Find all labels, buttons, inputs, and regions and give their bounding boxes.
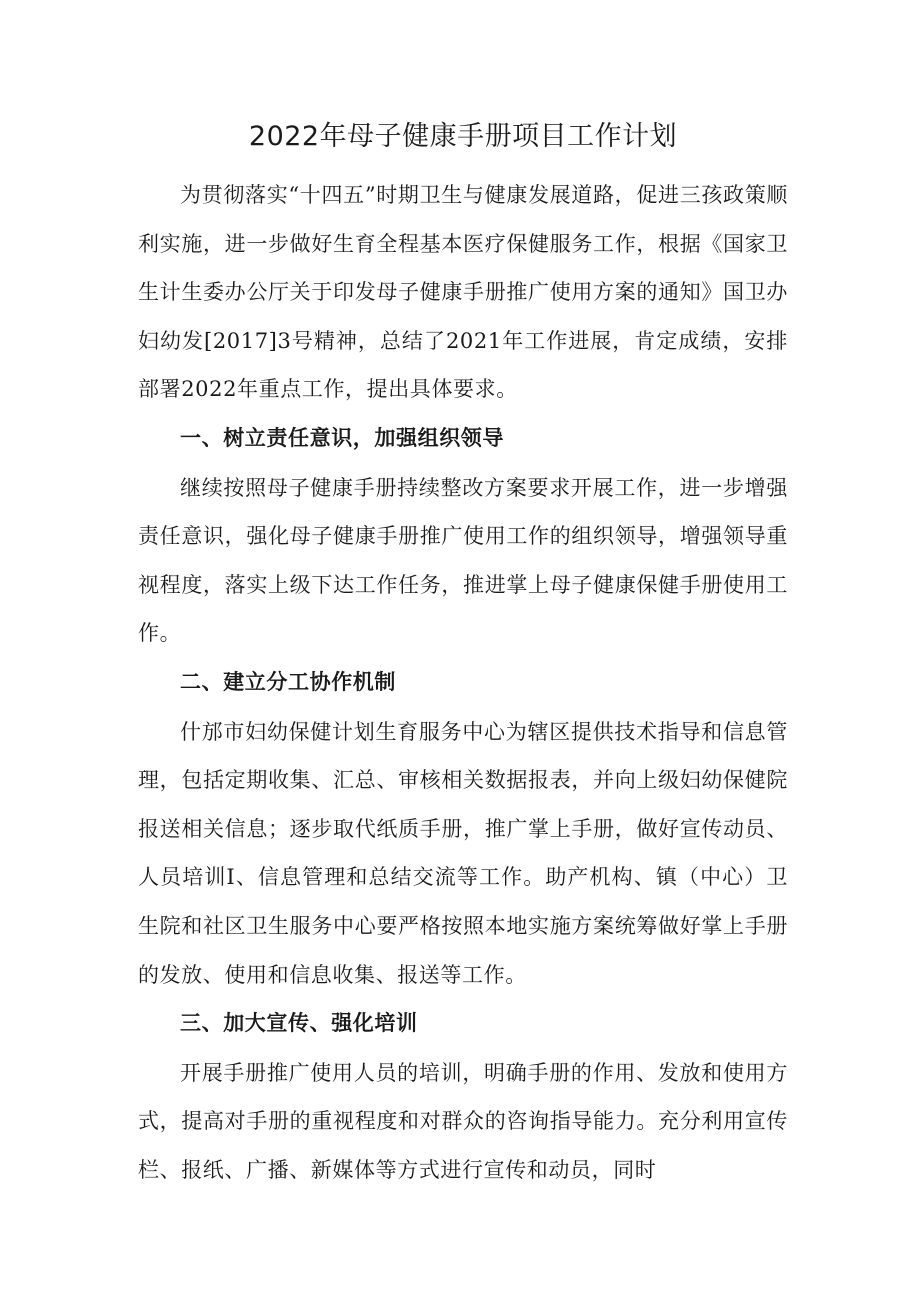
section-body-2: 什邡市妇幼保健计划生育服务中心为辖区提供技术指导和信息管理，包括定期收集、汇总、审核相关数据报表，并向上级妇幼保健院报送相关信息；逐步取代纸质手册，推广掌上手册，做好宣传动员、人员培训I、信息管理和总结交流等工作。助产机构、镇（中心）卫生院和社区卫生服务中心要严格按照本地实施方案统筹做好掌上手册的发放、使用和信息收集、报送等工作。 [138, 719, 788, 987]
document-title: 2022年母子健康手册项目工作计划 [248, 121, 678, 152]
section-heading-3: 三、加大宣传、强化培训 [180, 1011, 418, 1036]
section-heading-1: 一、树立责任意识，加强组织领导 [180, 425, 504, 450]
section-body-1: 继续按照母子健康手册持续整改方案要求开展工作，进一步增强责任意识，强化母子健康手册推广使用工作的组织领导，增强领导重视程度，落实上级下达工作任务，推进掌上母子健康保健手册使用工作。 [138, 475, 788, 646]
document-page [138, 112, 788, 1194]
intro-paragraph: 为贯彻落实“十四五”时期卫生与健康发展道路，促进三孩政策顺利实施，进一步做好生育全程基本医疗保健服务工作，根据《国家卫生计生委办公厅关于印发母子健康手册推广使用方案的通知》国卫办妇幼发[2017]3号精神，总结了2021年工作进展，肯定成绩，安排部署2022年重点工作，提出具体要求。 [138, 183, 788, 402]
section-heading-2: 二、建立分工协作机制 [180, 669, 396, 694]
section-body-3: 开展手册推广使用人员的培训，明确手册的作用、发放和使用方式，提高对手册的重视程度和对群众的咨询指导能力。充分利用宣传栏、报纸、广播、新媒体等方式进行宣传和动员，同时 [138, 1060, 788, 1182]
